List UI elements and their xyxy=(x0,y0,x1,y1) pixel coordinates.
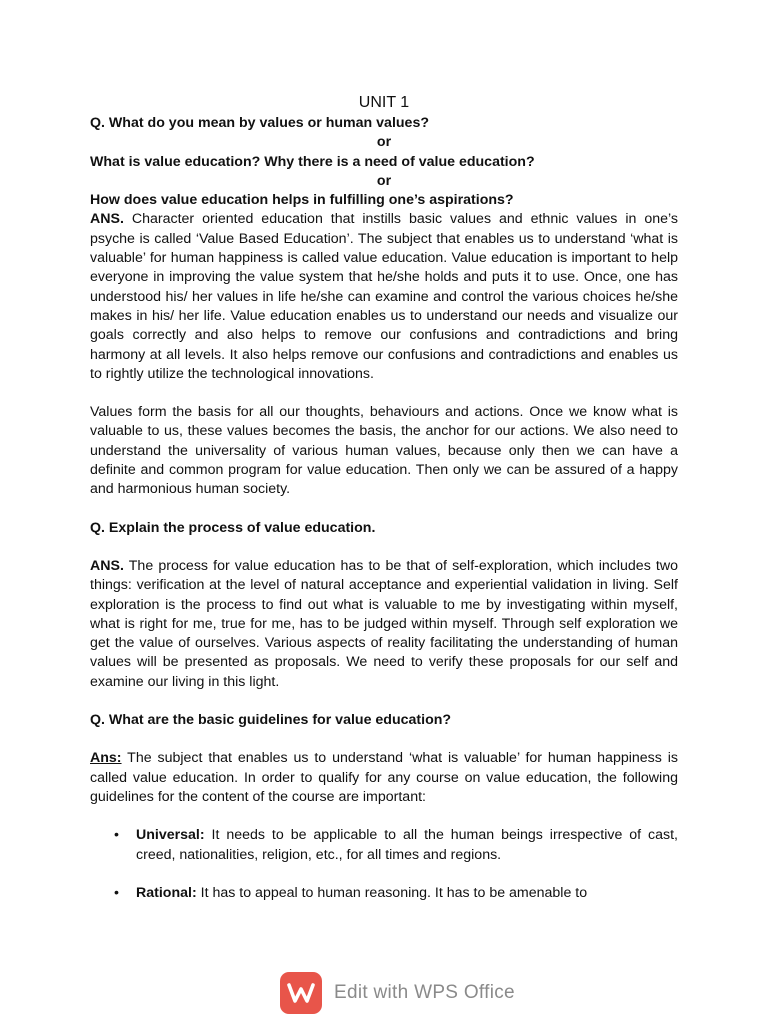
wps-edit-label: Edit with WPS Office xyxy=(334,982,515,1003)
guidelines-list xyxy=(90,826,678,903)
wps-logo-icon xyxy=(280,972,322,1014)
question-1-line-1: Q. What do you mean by values or human values? xyxy=(90,115,429,131)
unit-title: UNIT 1 xyxy=(358,94,410,111)
answer-1-paragraph-2: Values form the basis for all our thoughts, behaviours and actions. Once we know what is valuable to us, these values becomes the basis, the anchor for our actions. We also need to understand the universality of various human values, because only then we can have a definite and common program for value education. Then only we can be assured of a happy and harmonious human society. xyxy=(90,404,678,498)
answer-label: ANS. xyxy=(90,557,124,574)
bullet-icon: • xyxy=(114,884,119,901)
answer-text: The process for value education has to be that of self-exploration, which includes two things: verification at the level of natural acceptance and experiential validation in living. Self exploration is the process to find out what is valuable to me by investigating within myself, what is right for me, true for me, has to be judged within myself. Through self exploration we get the value of ourselves. Various aspects of reality facilitating the understanding of human values will be presented as proposals. We need to verify these proposals for our self and examine our living in this light. xyxy=(90,557,678,690)
question-3: Q. What are the basic guidelines for value education? xyxy=(90,712,452,729)
answer-text: The subject that enables us to understand ‘what is valuable’ for human happiness is called value education. In order to qualify for any course on value education, the following guidelines for the content of the course are important: xyxy=(90,750,678,805)
answer-text: Character oriented education that instills basic values and ethnic values in one’s psyche is called ‘Value Based Education’. The subject that enables us to understand ‘what is valuable’ for human happiness is called value education. Value education is important to help everyone in improving the value system that he/she holds and puts it to use. Once, one has understood his/ her values in life he/she can examine and control the various choices he/she makes in his/ her life. Value education enables us to understand our needs and visualize our goals correctly and also helps to remove our confusions and contradictions and bring harmony at all levels. It also helps remove our confusions and contradictions and enables us to rightly utilize the technological innovations. xyxy=(90,211,678,382)
question-1-line-3: How does value education helps in fulfilling one’s aspirations? xyxy=(90,192,514,209)
question-2: Q. Explain the process of value education. xyxy=(90,519,376,536)
answer-3-paragraph xyxy=(90,749,678,807)
guideline-text: It has to appeal to human reasoning. It has to be amenable to xyxy=(196,884,588,901)
guideline-text: It needs to be applicable to all the human beings irrespective of cast, creed, nationalities, religion, etc., for all times and regions. xyxy=(136,827,678,863)
bullet-icon: • xyxy=(114,827,119,844)
or-separator-1: or xyxy=(376,134,392,151)
guideline-term: Universal: xyxy=(136,827,205,844)
answer-2-paragraph xyxy=(90,557,678,692)
answer-label: ANS. xyxy=(90,211,124,228)
or-separator-2: or xyxy=(376,172,392,189)
document-page xyxy=(90,92,678,922)
wps-watermark[interactable] xyxy=(280,970,520,1016)
answer-label: Ans: xyxy=(90,750,122,767)
answer-1-paragraph xyxy=(90,210,678,384)
guideline-term: Rational: xyxy=(136,884,197,901)
question-1-line-2: What is value education? Why there is a need of value education? xyxy=(90,153,535,170)
list-item xyxy=(90,884,678,903)
list-item xyxy=(90,826,678,865)
